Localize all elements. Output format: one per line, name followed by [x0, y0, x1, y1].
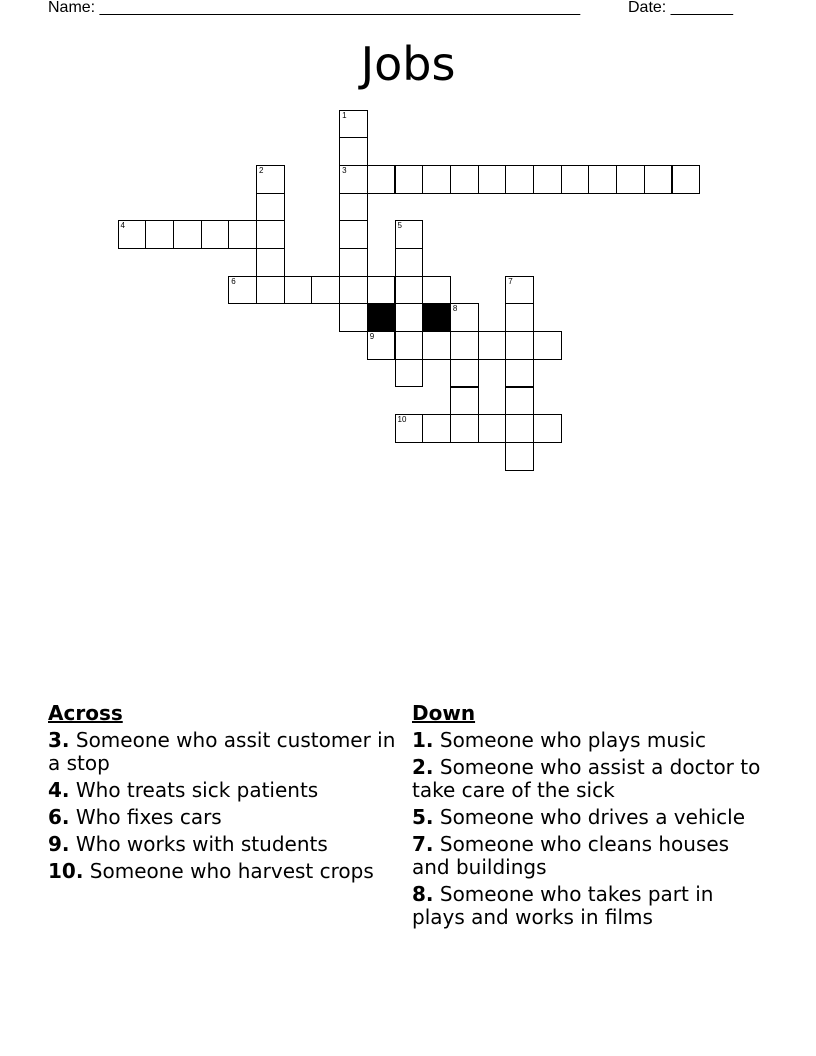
clue-text: Someone who assist a doctor to take care of the sick — [412, 755, 761, 802]
grid-cell[interactable] — [505, 165, 534, 194]
grid-cell[interactable] — [256, 193, 285, 222]
grid-cell[interactable] — [395, 303, 424, 332]
clue-number: 7 — [508, 276, 513, 286]
across-clues — [48, 702, 398, 887]
grid-cell[interactable] — [395, 248, 424, 277]
grid-cell[interactable] — [505, 442, 534, 471]
date-label: Date: — [628, 0, 667, 16]
grid-cell[interactable] — [672, 165, 701, 194]
across-heading: Across — [48, 701, 123, 725]
grid-cell[interactable] — [339, 303, 368, 332]
down-clue-list — [412, 729, 762, 929]
black-square — [422, 303, 451, 332]
grid-cell[interactable] — [228, 276, 257, 305]
clue-number: 9. — [48, 832, 70, 856]
clue-item — [48, 729, 398, 775]
grid-cell[interactable] — [367, 276, 396, 305]
clue-text: Who works with students — [75, 832, 328, 856]
grid-cell[interactable] — [505, 331, 534, 360]
clue-text: Someone who harvest crops — [89, 859, 374, 883]
clue-number: 6 — [231, 276, 236, 286]
grid-cell[interactable] — [339, 248, 368, 277]
grid-cell[interactable] — [395, 276, 424, 305]
grid-cell[interactable] — [450, 387, 479, 416]
grid-cell[interactable] — [450, 165, 479, 194]
clue-number: 10 — [397, 415, 407, 425]
date-line — [628, 0, 733, 18]
grid-cell[interactable] — [478, 165, 507, 194]
grid-cell[interactable] — [339, 137, 368, 166]
grid-cell[interactable] — [533, 414, 562, 443]
grid-cell[interactable] — [395, 220, 424, 249]
grid-cell[interactable] — [450, 414, 479, 443]
grid-cell[interactable] — [478, 414, 507, 443]
grid-cell[interactable] — [422, 331, 451, 360]
clue-number: 7. — [412, 832, 434, 856]
clue-text: Someone who plays music — [439, 728, 707, 752]
clue-number: 1. — [412, 728, 434, 752]
grid-cell[interactable] — [367, 165, 396, 194]
name-label: Name: — [48, 0, 96, 16]
clue-item — [412, 729, 762, 752]
grid-cell[interactable] — [616, 165, 645, 194]
grid-cell[interactable] — [450, 303, 479, 332]
grid-cell[interactable] — [284, 276, 313, 305]
clue-item — [48, 779, 398, 802]
across-clue-list — [48, 729, 398, 883]
grid-cell[interactable] — [256, 248, 285, 277]
grid-cell[interactable] — [644, 165, 673, 194]
clue-number: 10. — [48, 859, 84, 883]
grid-cell[interactable] — [145, 220, 174, 249]
grid-cell[interactable] — [533, 331, 562, 360]
name-line — [48, 0, 580, 18]
grid-cell[interactable] — [533, 165, 562, 194]
grid-cell[interactable] — [118, 220, 147, 249]
grid-cell[interactable] — [505, 414, 534, 443]
clue-number: 5 — [397, 221, 402, 231]
clue-number: 1 — [342, 110, 347, 120]
grid-cell[interactable] — [256, 165, 285, 194]
black-square — [367, 303, 396, 332]
grid-cell[interactable] — [256, 220, 285, 249]
clue-item — [412, 806, 762, 829]
grid-cell[interactable] — [339, 165, 368, 194]
clue-number: 3 — [342, 165, 347, 175]
grid-cell[interactable] — [561, 165, 590, 194]
clue-number: 8. — [412, 882, 434, 906]
grid-cell[interactable] — [395, 414, 424, 443]
clue-item — [48, 860, 398, 883]
grid-cell[interactable] — [422, 165, 451, 194]
clue-number: 2. — [412, 755, 434, 779]
grid-cell[interactable] — [339, 276, 368, 305]
clue-text: Someone who drives a vehicle — [439, 805, 746, 829]
page-title: Jobs — [360, 37, 456, 91]
clue-number: 4 — [120, 221, 125, 231]
grid-cell[interactable] — [367, 331, 396, 360]
name-blank: ______________________________________________________ — [99, 0, 581, 16]
grid-cell[interactable] — [256, 276, 285, 305]
grid-cell[interactable] — [339, 220, 368, 249]
clue-item — [48, 833, 398, 856]
date-blank: _______ — [670, 0, 733, 16]
clue-text: Who fixes cars — [75, 805, 222, 829]
clue-item — [412, 756, 762, 802]
grid-cell[interactable] — [422, 276, 451, 305]
grid-cell[interactable] — [201, 220, 230, 249]
grid-cell[interactable] — [228, 220, 257, 249]
clue-number: 2 — [259, 165, 264, 175]
grid-cell[interactable] — [395, 359, 424, 388]
clue-number: 3. — [48, 728, 70, 752]
grid-cell[interactable] — [339, 110, 368, 139]
grid-cell[interactable] — [588, 165, 617, 194]
grid-cell[interactable] — [450, 359, 479, 388]
clue-text: Who treats sick patients — [75, 778, 319, 802]
grid-cell[interactable] — [450, 331, 479, 360]
clue-item — [412, 883, 762, 929]
clue-item — [412, 833, 762, 879]
grid-cell[interactable] — [173, 220, 202, 249]
clue-item — [48, 806, 398, 829]
clue-number: 4. — [48, 778, 70, 802]
clue-text: Someone who cleans houses and buildings — [412, 832, 730, 879]
grid-cell[interactable] — [505, 359, 534, 388]
grid-cell[interactable] — [422, 414, 451, 443]
grid-cell[interactable] — [395, 331, 424, 360]
grid-cell[interactable] — [478, 331, 507, 360]
clue-number: 8 — [452, 304, 458, 314]
grid-cell[interactable] — [505, 303, 534, 332]
clue-number: 5. — [412, 805, 434, 829]
down-clues — [412, 702, 762, 933]
clue-number: 9 — [369, 332, 375, 342]
down-heading: Down — [412, 701, 476, 725]
grid-cell[interactable] — [395, 165, 424, 194]
grid-cell[interactable] — [505, 387, 534, 416]
clue-text: Someone who assit customer in a stop — [48, 728, 396, 775]
grid-cell[interactable] — [505, 276, 534, 305]
grid-cell[interactable] — [339, 193, 368, 222]
clue-text: Someone who takes part in plays and works in films — [412, 882, 714, 929]
clue-number: 6. — [48, 805, 70, 829]
grid-cell[interactable] — [311, 276, 340, 305]
